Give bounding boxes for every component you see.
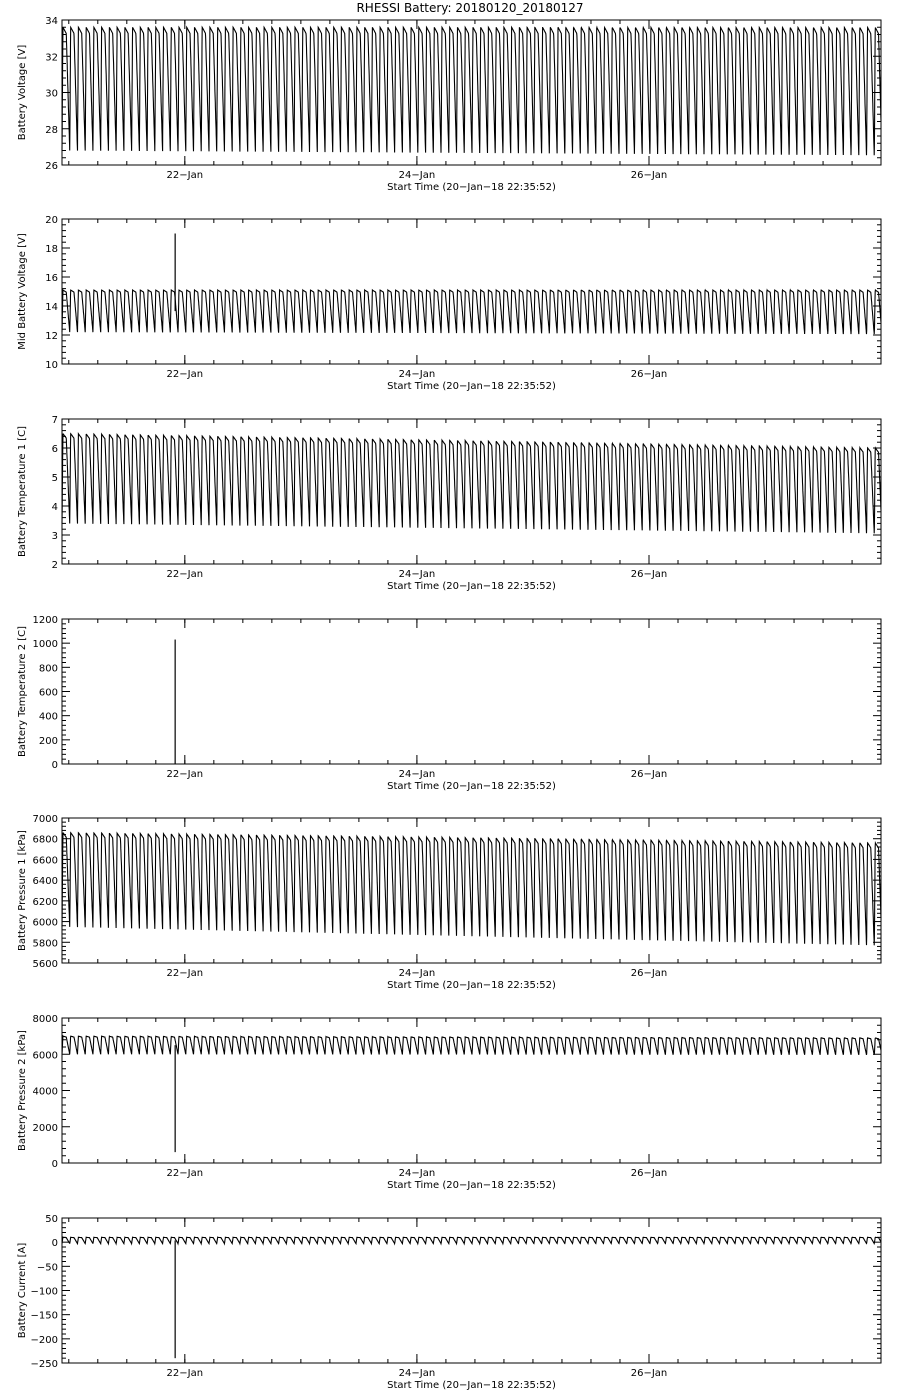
x-axis-label: Start Time (20−Jan−18 22:35:52) bbox=[387, 381, 556, 392]
y-tick-label: 14 bbox=[45, 302, 58, 313]
y-tick-label: 26 bbox=[45, 161, 58, 172]
y-tick-label: 12 bbox=[45, 331, 58, 342]
series-line bbox=[62, 1237, 881, 1243]
y-tick-label: 5800 bbox=[32, 938, 58, 950]
y-tick-label: 6000 bbox=[32, 917, 58, 929]
plot-frame bbox=[62, 1218, 881, 1363]
y-tick-label: 18 bbox=[45, 244, 58, 255]
y-tick-label: 6600 bbox=[32, 855, 58, 867]
figure-title: RHESSI Battery: 20180120_20180127 bbox=[356, 1, 584, 15]
y-axis-label: Battery Current [A] bbox=[17, 1242, 28, 1339]
y-axis-label: Battery Pressure 1 [kPa] bbox=[17, 830, 28, 951]
x-tick-label: 24−Jan bbox=[398, 569, 436, 580]
y-tick-label: 5600 bbox=[32, 959, 58, 970]
y-tick-label: 200 bbox=[38, 735, 58, 747]
y-tick-label: 6000 bbox=[32, 1050, 58, 1062]
y-tick-label: 8000 bbox=[32, 1014, 58, 1025]
y-tick-label: 6 bbox=[51, 444, 58, 455]
y-tick-label: 34 bbox=[45, 16, 58, 27]
y-axis-label: Battery Temperature 2 [C] bbox=[17, 625, 28, 758]
panel-6 bbox=[17, 1014, 881, 1191]
y-axis-label: Battery Pressure 2 [kPa] bbox=[17, 1030, 28, 1151]
y-tick-label: 32 bbox=[45, 52, 58, 64]
y-tick-label: 4000 bbox=[32, 1086, 58, 1098]
x-tick-label: 26−Jan bbox=[630, 769, 668, 780]
y-tick-label: 7 bbox=[51, 415, 58, 426]
y-tick-label: −200 bbox=[30, 1334, 58, 1346]
y-tick-label: 0 bbox=[51, 760, 58, 771]
y-tick-label: −150 bbox=[30, 1310, 58, 1322]
y-tick-label: 0 bbox=[51, 1238, 58, 1250]
y-axis-label: Battery Voltage [V] bbox=[17, 44, 28, 141]
x-tick-label: 24−Jan bbox=[398, 369, 436, 380]
y-axis-label: Mid Battery Voltage [V] bbox=[17, 233, 28, 350]
y-tick-label: 0 bbox=[51, 1159, 58, 1170]
y-tick-label: 30 bbox=[45, 88, 58, 100]
x-tick-label: 26−Jan bbox=[630, 1368, 668, 1379]
x-axis-label: Start Time (20−Jan−18 22:35:52) bbox=[387, 1180, 556, 1191]
y-tick-label: −50 bbox=[36, 1262, 58, 1274]
x-tick-label: 24−Jan bbox=[398, 170, 436, 181]
y-tick-label: 16 bbox=[45, 273, 58, 284]
x-tick-label: 26−Jan bbox=[630, 1168, 668, 1179]
x-tick-label: 24−Jan bbox=[398, 968, 436, 979]
x-tick-label: 24−Jan bbox=[398, 769, 436, 780]
x-tick-label: 26−Jan bbox=[630, 369, 668, 380]
x-tick-label: 24−Jan bbox=[398, 1168, 436, 1179]
y-tick-label: 6400 bbox=[32, 876, 58, 888]
x-axis-label: Start Time (20−Jan−18 22:35:52) bbox=[387, 781, 556, 792]
panel-1 bbox=[17, 16, 881, 193]
x-tick-label: 22−Jan bbox=[166, 569, 204, 580]
x-tick-label: 22−Jan bbox=[166, 968, 204, 979]
y-tick-label: 1000 bbox=[32, 639, 58, 651]
plot-frame bbox=[62, 619, 881, 764]
x-tick-label: 22−Jan bbox=[166, 1368, 204, 1379]
x-axis-label: Start Time (20−Jan−18 22:35:52) bbox=[387, 581, 556, 592]
y-tick-label: 5 bbox=[51, 473, 58, 484]
y-tick-label: 800 bbox=[38, 663, 58, 675]
y-tick-label: 20 bbox=[45, 215, 58, 226]
y-tick-label: 4 bbox=[51, 502, 58, 513]
x-axis-label: Start Time (20−Jan−18 22:35:52) bbox=[387, 182, 556, 193]
y-axis-label: Battery Temperature 1 [C] bbox=[17, 425, 28, 558]
y-tick-label: 3 bbox=[51, 531, 58, 542]
y-tick-label: 6200 bbox=[32, 896, 58, 908]
panel-4 bbox=[17, 615, 881, 792]
y-tick-label: 7000 bbox=[32, 814, 58, 825]
y-tick-label: 2000 bbox=[32, 1122, 58, 1134]
y-tick-label: 50 bbox=[45, 1214, 58, 1225]
x-tick-label: 22−Jan bbox=[166, 1168, 204, 1179]
y-tick-label: −250 bbox=[30, 1359, 58, 1370]
plot-frame bbox=[62, 219, 881, 364]
y-tick-label: 600 bbox=[38, 687, 58, 699]
x-tick-label: 26−Jan bbox=[630, 569, 668, 580]
y-tick-label: 1200 bbox=[32, 615, 58, 626]
y-tick-label: 2 bbox=[51, 560, 58, 571]
y-tick-label: −100 bbox=[30, 1286, 58, 1298]
series-line bbox=[62, 833, 881, 946]
panel-3 bbox=[17, 415, 881, 592]
x-axis-label: Start Time (20−Jan−18 22:35:52) bbox=[387, 980, 556, 991]
series-line bbox=[62, 434, 881, 534]
x-tick-label: 26−Jan bbox=[630, 968, 668, 979]
series-line bbox=[62, 1036, 881, 1055]
y-tick-label: 6800 bbox=[32, 834, 58, 846]
y-tick-label: 400 bbox=[38, 711, 58, 723]
series-line bbox=[62, 290, 881, 334]
panel-2 bbox=[17, 215, 881, 392]
x-tick-label: 22−Jan bbox=[166, 170, 204, 181]
x-tick-label: 22−Jan bbox=[166, 369, 204, 380]
y-tick-label: 28 bbox=[45, 124, 58, 136]
panel-5 bbox=[17, 814, 881, 991]
y-tick-label: 10 bbox=[45, 360, 58, 371]
plot-frame bbox=[62, 1018, 881, 1163]
series-line bbox=[62, 27, 881, 155]
x-tick-label: 26−Jan bbox=[630, 170, 668, 181]
x-tick-label: 24−Jan bbox=[398, 1368, 436, 1379]
x-axis-label: Start Time (20−Jan−18 22:35:52) bbox=[387, 1380, 556, 1391]
x-tick-label: 22−Jan bbox=[166, 769, 204, 780]
panel-7 bbox=[17, 1214, 881, 1391]
